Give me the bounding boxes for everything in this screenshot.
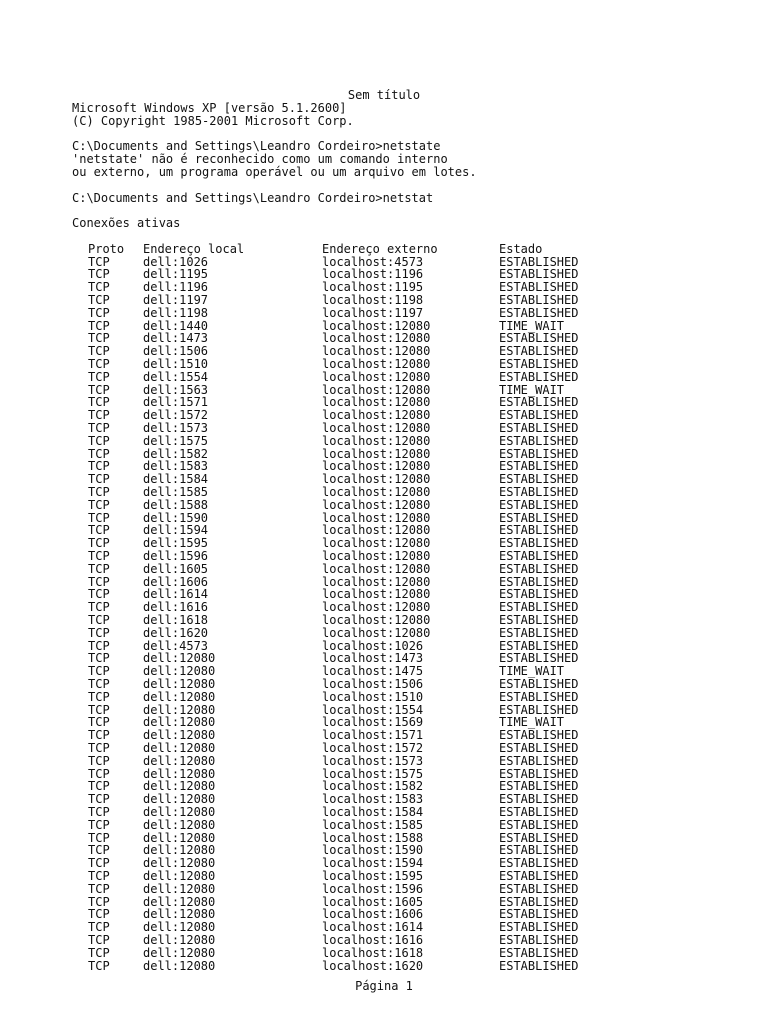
col-local-address-cell: dell:12080 xyxy=(143,830,216,845)
col-local-address-cell: dell:12080 xyxy=(143,689,216,704)
table-row xyxy=(0,960,768,973)
col-foreign-address-cell: localhost:12080 xyxy=(322,574,431,589)
col-proto-cell: TCP xyxy=(88,382,110,397)
col-proto-cell: TCP xyxy=(88,587,110,602)
col-proto-cell: TCP xyxy=(88,433,110,448)
col-local-address-cell: dell:1572 xyxy=(143,408,209,423)
col-foreign-address-cell: localhost:1571 xyxy=(322,728,424,743)
col-foreign-address-cell: localhost:1195 xyxy=(322,280,424,295)
col-proto-cell: TCP xyxy=(88,702,110,717)
col-foreign-address-cell: localhost:12080 xyxy=(322,497,431,512)
col-state-cell: ESTABLISHED xyxy=(499,280,579,295)
col-proto-cell: TCP xyxy=(88,395,110,410)
col-state-cell: ESTABLISHED xyxy=(499,945,579,960)
col-foreign-address-cell: localhost:12080 xyxy=(322,395,431,410)
col-foreign-address-cell: localhost:12080 xyxy=(322,549,431,563)
col-proto-cell: TCP xyxy=(88,830,110,845)
col-local-address-cell: dell:12080 xyxy=(143,920,216,935)
col-local-address-cell: dell:1506 xyxy=(143,344,209,359)
table-row xyxy=(0,691,768,704)
col-local-address-cell: dell:1594 xyxy=(143,523,209,538)
table-row xyxy=(0,742,768,755)
page-title: Sem título xyxy=(347,88,421,102)
table-row xyxy=(0,371,768,384)
col-local-address-cell: dell:12080 xyxy=(143,766,216,781)
table-header xyxy=(0,243,768,256)
col-proto-cell: TCP xyxy=(88,613,110,627)
col-state-cell: ESTABLISHED xyxy=(499,549,579,563)
col-state-cell: TIME_WAIT xyxy=(499,318,565,333)
col-local-address-cell: dell:1596 xyxy=(143,549,209,563)
col-state-cell: ESTABLISHED xyxy=(499,536,579,551)
col-local-address-cell: dell:1614 xyxy=(143,587,209,602)
col-state-cell: TIME_WAIT xyxy=(499,382,565,397)
col-foreign-address-cell: localhost:12080 xyxy=(322,625,431,640)
col-local-address-cell: dell:12080 xyxy=(143,894,216,909)
col-state-cell: ESTABLISHED xyxy=(499,677,579,691)
table-row xyxy=(0,883,768,896)
col-state-cell: ESTABLISHED xyxy=(499,817,579,832)
col-state-cell: ESTABLISHED xyxy=(499,651,579,666)
col-foreign-address-cell: localhost:1585 xyxy=(322,817,424,832)
col-local-address-cell: dell:1195 xyxy=(143,267,209,282)
col-proto-cell: TCP xyxy=(88,280,110,295)
col-local-address-cell: dell:12080 xyxy=(143,856,216,871)
col-local-address-cell: dell:1584 xyxy=(143,472,209,487)
col-proto-cell: TCP xyxy=(88,689,110,704)
col-foreign-address-cell: localhost:1582 xyxy=(322,779,424,794)
col-local-address-cell: dell:12080 xyxy=(143,945,216,960)
col-state-cell: ESTABLISHED xyxy=(499,766,579,781)
col-local-address-cell: dell:1616 xyxy=(143,600,209,615)
col-proto-cell: TCP xyxy=(88,805,110,819)
col-proto-cell: TCP xyxy=(88,651,110,666)
col-foreign-address-cell: localhost:12080 xyxy=(322,408,431,423)
col-local-address-cell: dell:4573 xyxy=(143,638,209,653)
table-row xyxy=(0,870,768,883)
col-proto-cell: TCP xyxy=(88,369,110,384)
col-state-cell: TIME_WAIT xyxy=(499,664,565,679)
console-line: 'netstate' não é reconhecido como um comando interno xyxy=(72,152,448,167)
col-proto-cell: TCP xyxy=(88,741,110,755)
col-local-address-cell: dell:12080 xyxy=(143,741,216,755)
col-foreign-address-cell: localhost:1590 xyxy=(322,843,424,858)
col-local-address-cell: dell:12080 xyxy=(143,869,216,883)
col-state-cell: ESTABLISHED xyxy=(499,613,579,627)
col-foreign-address-cell: localhost:12080 xyxy=(322,331,431,346)
col-foreign-address-cell: localhost:12080 xyxy=(322,357,431,371)
col-foreign-address-cell: localhost:12080 xyxy=(322,421,431,435)
col-foreign-address-cell: localhost:1605 xyxy=(322,894,424,909)
col-state-cell: ESTABLISHED xyxy=(499,830,579,845)
table-row xyxy=(0,563,768,576)
col-local-address-cell: dell:1563 xyxy=(143,382,209,397)
console-line: C:\Documents and Settings\Leandro Cordeiro>netstat xyxy=(72,190,434,205)
col-local-address-cell: dell:12080 xyxy=(143,728,216,743)
col-foreign-address-cell: localhost:12080 xyxy=(322,600,431,615)
col-state-cell: ESTABLISHED xyxy=(499,881,579,896)
table-row xyxy=(0,819,768,832)
col-local-address-cell: dell:1583 xyxy=(143,459,209,474)
col-local-address-cell: dell:1510 xyxy=(143,357,209,371)
col-proto-cell: TCP xyxy=(88,472,110,487)
col-foreign-address-cell: localhost:1475 xyxy=(322,664,424,679)
col-foreign-address-cell: localhost:1596 xyxy=(322,881,424,896)
col-foreign-address-cell: localhost:1583 xyxy=(322,792,424,807)
col-foreign-address-cell: localhost:12080 xyxy=(322,561,431,576)
col-proto-cell: TCP xyxy=(88,267,110,282)
col-foreign-address-cell: localhost:1554 xyxy=(322,702,424,717)
col-local-address-cell: dell:1571 xyxy=(143,395,209,410)
table-row xyxy=(0,614,768,627)
col-foreign-address-cell: localhost:12080 xyxy=(322,459,431,474)
col-foreign-address-cell: localhost:12080 xyxy=(322,536,431,551)
col-foreign-address-cell: localhost:1572 xyxy=(322,741,424,755)
col-proto-cell: TCP xyxy=(88,677,110,691)
console-line: Conexões ativas xyxy=(72,216,181,231)
col-foreign-address-cell: localhost:1616 xyxy=(322,933,424,947)
col-local-address-cell: dell:12080 xyxy=(143,702,216,717)
col-state-cell: ESTABLISHED xyxy=(499,689,579,704)
col-local-address-cell: dell:12080 xyxy=(143,664,216,679)
table-row xyxy=(0,947,768,960)
col-state-cell: ESTABLISHED xyxy=(499,267,579,282)
col-proto-cell: TCP xyxy=(88,497,110,512)
col-local-address-cell: dell:1573 xyxy=(143,421,209,435)
page-footer: Página 1 xyxy=(355,979,413,993)
col-state-cell: ESTABLISHED xyxy=(499,843,579,858)
col-state-cell: ESTABLISHED xyxy=(499,741,579,755)
col-local-address-cell: dell:1585 xyxy=(143,485,209,499)
col-local-address-cell: dell:1595 xyxy=(143,536,209,551)
col-proto-cell: TCP xyxy=(88,766,110,781)
col-proto-cell: TCP xyxy=(88,779,110,794)
col-state-cell: ESTABLISHED xyxy=(499,920,579,935)
col-foreign-address-cell: localhost:12080 xyxy=(322,369,431,384)
header-col-foreign-address: Endereço externo xyxy=(322,241,438,256)
col-foreign-address-cell: localhost:1573 xyxy=(322,753,424,768)
col-proto-cell: TCP xyxy=(88,792,110,807)
col-proto-cell: TCP xyxy=(88,459,110,474)
col-state-cell: ESTABLISHED xyxy=(499,587,579,602)
col-local-address-cell: dell:1196 xyxy=(143,280,209,295)
col-local-address-cell: dell:12080 xyxy=(143,792,216,807)
col-state-cell: ESTABLISHED xyxy=(499,625,579,640)
col-proto-cell: TCP xyxy=(88,536,110,551)
col-foreign-address-cell: localhost:12080 xyxy=(322,510,431,525)
col-proto-cell: TCP xyxy=(88,664,110,679)
col-state-cell: ESTABLISHED xyxy=(499,792,579,807)
col-state-cell: ESTABLISHED xyxy=(499,728,579,743)
col-proto-cell: TCP xyxy=(88,856,110,871)
col-local-address-cell: dell:12080 xyxy=(143,843,216,858)
col-local-address-cell: dell:1582 xyxy=(143,446,209,461)
col-proto-cell: TCP xyxy=(88,485,110,499)
col-state-cell: ESTABLISHED xyxy=(499,856,579,871)
col-state-cell: TIME_WAIT xyxy=(499,715,565,730)
col-proto-cell: TCP xyxy=(88,293,110,307)
col-state-cell: ESTABLISHED xyxy=(499,561,579,576)
table-row xyxy=(0,627,768,640)
col-local-address-cell: dell:12080 xyxy=(143,805,216,819)
col-proto-cell: TCP xyxy=(88,523,110,538)
col-local-address-cell: dell:1606 xyxy=(143,574,209,589)
table-row xyxy=(0,435,768,448)
console-line: ou externo, um programa operável ou um arquivo em lotes. xyxy=(72,165,477,179)
col-state-cell: ESTABLISHED xyxy=(499,600,579,615)
col-state-cell: ESTABLISHED xyxy=(499,446,579,461)
col-local-address-cell: dell:12080 xyxy=(143,881,216,896)
col-foreign-address-cell: localhost:1510 xyxy=(322,689,424,704)
col-local-address-cell: dell:1590 xyxy=(143,510,209,525)
col-foreign-address-cell: localhost:1197 xyxy=(322,305,424,320)
table-row xyxy=(0,294,768,307)
col-proto-cell: TCP xyxy=(88,843,110,858)
col-foreign-address-cell: localhost:4573 xyxy=(322,254,424,269)
col-foreign-address-cell: localhost:1588 xyxy=(322,830,424,845)
col-state-cell: ESTABLISHED xyxy=(499,958,579,973)
col-proto-cell: TCP xyxy=(88,933,110,947)
col-proto-cell: TCP xyxy=(88,421,110,435)
col-proto-cell: TCP xyxy=(88,331,110,346)
col-foreign-address-cell: localhost:1473 xyxy=(322,651,424,666)
col-foreign-address-cell: localhost:12080 xyxy=(322,485,431,499)
col-foreign-address-cell: localhost:1026 xyxy=(322,638,424,653)
col-state-cell: ESTABLISHED xyxy=(499,472,579,487)
col-proto-cell: TCP xyxy=(88,920,110,935)
col-state-cell: ESTABLISHED xyxy=(499,459,579,474)
col-state-cell: ESTABLISHED xyxy=(499,369,579,384)
col-proto-cell: TCP xyxy=(88,817,110,832)
col-local-address-cell: dell:1554 xyxy=(143,369,209,384)
col-proto-cell: TCP xyxy=(88,344,110,359)
col-foreign-address-cell: localhost:1620 xyxy=(322,958,424,973)
header-col-proto: Proto xyxy=(88,241,125,256)
table-row xyxy=(0,358,768,371)
col-foreign-address-cell: localhost:1506 xyxy=(322,677,424,691)
col-state-cell: ESTABLISHED xyxy=(499,510,579,525)
table-row xyxy=(0,422,768,435)
table-row xyxy=(0,755,768,768)
header-col-local-address: Endereço local xyxy=(143,241,245,256)
col-foreign-address-cell: localhost:12080 xyxy=(322,523,431,538)
col-state-cell: ESTABLISHED xyxy=(499,305,579,320)
col-proto-cell: TCP xyxy=(88,600,110,615)
col-proto-cell: TCP xyxy=(88,357,110,371)
col-proto-cell: TCP xyxy=(88,318,110,333)
col-foreign-address-cell: localhost:1196 xyxy=(322,267,424,282)
col-foreign-address-cell: localhost:1198 xyxy=(322,293,424,307)
col-state-cell: ESTABLISHED xyxy=(499,933,579,947)
col-proto-cell: TCP xyxy=(88,254,110,269)
col-foreign-address-cell: localhost:12080 xyxy=(322,433,431,448)
col-foreign-address-cell: localhost:1584 xyxy=(322,805,424,819)
col-local-address-cell: dell:12080 xyxy=(143,933,216,947)
col-proto-cell: TCP xyxy=(88,638,110,653)
col-proto-cell: TCP xyxy=(88,958,110,973)
col-local-address-cell: dell:12080 xyxy=(143,958,216,973)
col-state-cell: ESTABLISHED xyxy=(499,485,579,499)
col-state-cell: ESTABLISHED xyxy=(499,753,579,768)
col-proto-cell: TCP xyxy=(88,945,110,960)
col-local-address-cell: dell:1026 xyxy=(143,254,209,269)
col-state-cell: ESTABLISHED xyxy=(499,574,579,589)
col-proto-cell: TCP xyxy=(88,753,110,768)
col-state-cell: ESTABLISHED xyxy=(499,894,579,909)
table-row xyxy=(0,486,768,499)
col-foreign-address-cell: localhost:12080 xyxy=(322,446,431,461)
table-row xyxy=(0,934,768,947)
col-proto-cell: TCP xyxy=(88,881,110,896)
console-line: (C) Copyright 1985-2001 Microsoft Corp. xyxy=(72,113,354,128)
col-state-cell: ESTABLISHED xyxy=(499,331,579,346)
console-line: Microsoft Windows XP [versão 5.1.2600] xyxy=(72,101,347,115)
col-state-cell: ESTABLISHED xyxy=(499,779,579,794)
col-proto-cell: TCP xyxy=(88,715,110,730)
col-state-cell: ESTABLISHED xyxy=(499,408,579,423)
col-proto-cell: TCP xyxy=(88,625,110,640)
col-state-cell: ESTABLISHED xyxy=(499,907,579,922)
col-state-cell: ESTABLISHED xyxy=(499,293,579,307)
col-local-address-cell: dell:12080 xyxy=(143,907,216,922)
col-proto-cell: TCP xyxy=(88,869,110,883)
col-state-cell: ESTABLISHED xyxy=(499,523,579,538)
col-proto-cell: TCP xyxy=(88,510,110,525)
col-state-cell: ESTABLISHED xyxy=(499,344,579,359)
col-local-address-cell: dell:12080 xyxy=(143,715,216,730)
col-state-cell: ESTABLISHED xyxy=(499,805,579,819)
col-foreign-address-cell: localhost:1614 xyxy=(322,920,424,935)
col-proto-cell: TCP xyxy=(88,305,110,320)
col-proto-cell: TCP xyxy=(88,728,110,743)
col-local-address-cell: dell:12080 xyxy=(143,651,216,666)
table-row xyxy=(0,550,768,563)
col-proto-cell: TCP xyxy=(88,574,110,589)
col-local-address-cell: dell:12080 xyxy=(143,779,216,794)
col-local-address-cell: dell:1575 xyxy=(143,433,209,448)
col-local-address-cell: dell:1197 xyxy=(143,293,209,307)
col-state-cell: ESTABLISHED xyxy=(499,702,579,717)
col-foreign-address-cell: localhost:1595 xyxy=(322,869,424,883)
table-row xyxy=(0,678,768,691)
col-proto-cell: TCP xyxy=(88,894,110,909)
col-proto-cell: TCP xyxy=(88,446,110,461)
col-foreign-address-cell: localhost:12080 xyxy=(322,472,431,487)
col-state-cell: ESTABLISHED xyxy=(499,421,579,435)
col-state-cell: ESTABLISHED xyxy=(499,254,579,269)
col-foreign-address-cell: localhost:1618 xyxy=(322,945,424,960)
col-proto-cell: TCP xyxy=(88,907,110,922)
col-state-cell: ESTABLISHED xyxy=(499,357,579,371)
header-col-state: Estado xyxy=(499,241,543,256)
col-state-cell: ESTABLISHED xyxy=(499,433,579,448)
col-local-address-cell: dell:1618 xyxy=(143,613,209,627)
col-proto-cell: TCP xyxy=(88,408,110,423)
col-foreign-address-cell: localhost:12080 xyxy=(322,587,431,602)
col-local-address-cell: dell:12080 xyxy=(143,677,216,691)
col-foreign-address-cell: localhost:1606 xyxy=(322,907,424,922)
table-row xyxy=(0,499,768,512)
col-proto-cell: TCP xyxy=(88,549,110,563)
col-state-cell: ESTABLISHED xyxy=(499,638,579,653)
col-local-address-cell: dell:1605 xyxy=(143,561,209,576)
console-line: C:\Documents and Settings\Leandro Cordeiro>netstate xyxy=(72,139,441,154)
table-row xyxy=(0,307,768,320)
col-state-cell: ESTABLISHED xyxy=(499,395,579,410)
col-local-address-cell: dell:1620 xyxy=(143,625,209,640)
col-state-cell: ESTABLISHED xyxy=(499,497,579,512)
col-state-cell: ESTABLISHED xyxy=(499,869,579,883)
col-foreign-address-cell: localhost:12080 xyxy=(322,344,431,359)
col-foreign-address-cell: localhost:12080 xyxy=(322,318,431,333)
col-local-address-cell: dell:1198 xyxy=(143,305,209,320)
col-local-address-cell: dell:12080 xyxy=(143,817,216,832)
col-foreign-address-cell: localhost:1569 xyxy=(322,715,424,730)
col-foreign-address-cell: localhost:12080 xyxy=(322,613,431,627)
col-foreign-address-cell: localhost:1594 xyxy=(322,856,424,871)
col-foreign-address-cell: localhost:1575 xyxy=(322,766,424,781)
col-local-address-cell: dell:1440 xyxy=(143,318,209,333)
col-proto-cell: TCP xyxy=(88,561,110,576)
table-row xyxy=(0,806,768,819)
col-local-address-cell: dell:1473 xyxy=(143,331,209,346)
col-foreign-address-cell: localhost:12080 xyxy=(322,382,431,397)
col-local-address-cell: dell:1588 xyxy=(143,497,209,512)
col-local-address-cell: dell:12080 xyxy=(143,753,216,768)
